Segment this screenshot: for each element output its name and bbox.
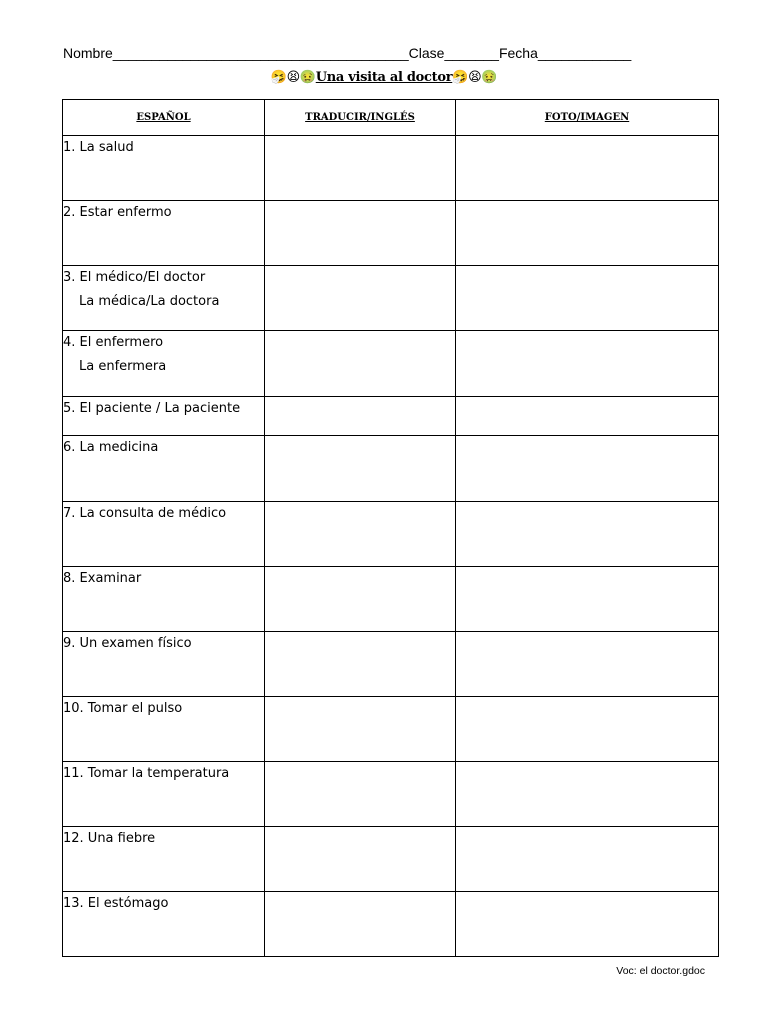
image-cell[interactable] (456, 502, 719, 567)
spanish-term-cell (63, 331, 265, 397)
spanish-term: 5. El paciente / La paciente (63, 401, 241, 416)
spanish-term: 13. El estómago (63, 896, 169, 911)
spanish-term: 12. Una fiebre (63, 831, 156, 846)
column-header-spanish: ESPAÑOL (63, 100, 265, 136)
image-cell[interactable] (456, 331, 719, 397)
table-row (63, 136, 719, 201)
table-row (63, 331, 719, 397)
english-translation-cell[interactable] (265, 436, 456, 502)
spanish-term: 3. El médico/El doctor (63, 270, 206, 285)
spanish-term: 8. Examinar (63, 571, 142, 586)
table-row (63, 266, 719, 331)
table-row (63, 697, 719, 762)
image-cell[interactable] (456, 266, 719, 331)
spanish-term-cell (63, 892, 265, 957)
english-translation-cell[interactable] (265, 892, 456, 957)
english-translation-cell[interactable] (265, 502, 456, 567)
spanish-term: 2. Estar enfermo (63, 205, 172, 220)
image-cell[interactable] (456, 827, 719, 892)
sneezing-face-icons-left: 🤧😫🤢 (270, 70, 316, 85)
english-translation-cell[interactable] (265, 266, 456, 331)
image-cell[interactable] (456, 697, 719, 762)
name-class-date-line: Nombre______________________________________Clase_______Fecha____________ (63, 45, 632, 61)
spanish-term-alt: La médica/La doctora (79, 294, 220, 309)
title-text: Una visita al doctor (315, 70, 453, 85)
spanish-term-cell (63, 827, 265, 892)
table-row (63, 632, 719, 697)
english-translation-cell[interactable] (265, 136, 456, 201)
table-row (63, 397, 719, 436)
column-header-english: TRADUCIR/INGLÉS (265, 100, 456, 136)
spanish-term-cell (63, 567, 265, 632)
vocabulary-table (62, 99, 719, 957)
spanish-term: 1. La salud (63, 140, 134, 155)
spanish-term: 7. La consulta de médico (63, 506, 227, 521)
worksheet-title (0, 70, 768, 85)
table-row (63, 827, 719, 892)
table-row (63, 567, 719, 632)
spanish-term: 10. Tomar el pulso (63, 701, 183, 716)
english-translation-cell[interactable] (265, 827, 456, 892)
spanish-term-cell (63, 397, 265, 436)
english-translation-cell[interactable] (265, 201, 456, 266)
english-translation-cell[interactable] (265, 697, 456, 762)
spanish-term-cell (63, 632, 265, 697)
english-translation-cell[interactable] (265, 567, 456, 632)
image-cell[interactable] (456, 567, 719, 632)
table-header-row (63, 100, 719, 136)
table-row (63, 762, 719, 827)
english-translation-cell[interactable] (265, 762, 456, 827)
image-cell[interactable] (456, 632, 719, 697)
spanish-term-cell (63, 436, 265, 502)
sneezing-face-icons-right: 🤧😫🤢 (452, 70, 498, 85)
image-cell[interactable] (456, 892, 719, 957)
english-translation-cell[interactable] (265, 397, 456, 436)
table-row (63, 502, 719, 567)
spanish-term-cell (63, 266, 265, 331)
column-header-image: FOTO/IMAGEN (456, 100, 719, 136)
image-cell[interactable] (456, 762, 719, 827)
spanish-term: 6. La medicina (63, 440, 159, 455)
spanish-term-alt: La enfermera (79, 359, 167, 374)
spanish-term: 9. Un examen físico (63, 636, 192, 651)
spanish-term-cell (63, 502, 265, 567)
spanish-term-cell (63, 201, 265, 266)
image-cell[interactable] (456, 436, 719, 502)
english-translation-cell[interactable] (265, 632, 456, 697)
english-translation-cell[interactable] (265, 331, 456, 397)
spanish-term-cell (63, 697, 265, 762)
document-footer: Voc: el doctor.gdoc (616, 965, 705, 977)
spanish-term-cell (63, 136, 265, 201)
spanish-term-cell (63, 762, 265, 827)
table-row (63, 892, 719, 957)
table-row (63, 201, 719, 266)
image-cell[interactable] (456, 201, 719, 266)
image-cell[interactable] (456, 136, 719, 201)
spanish-term: 4. El enfermero (63, 335, 164, 350)
table-row (63, 436, 719, 502)
spanish-term: 11. Tomar la temperatura (63, 766, 230, 781)
image-cell[interactable] (456, 397, 719, 436)
